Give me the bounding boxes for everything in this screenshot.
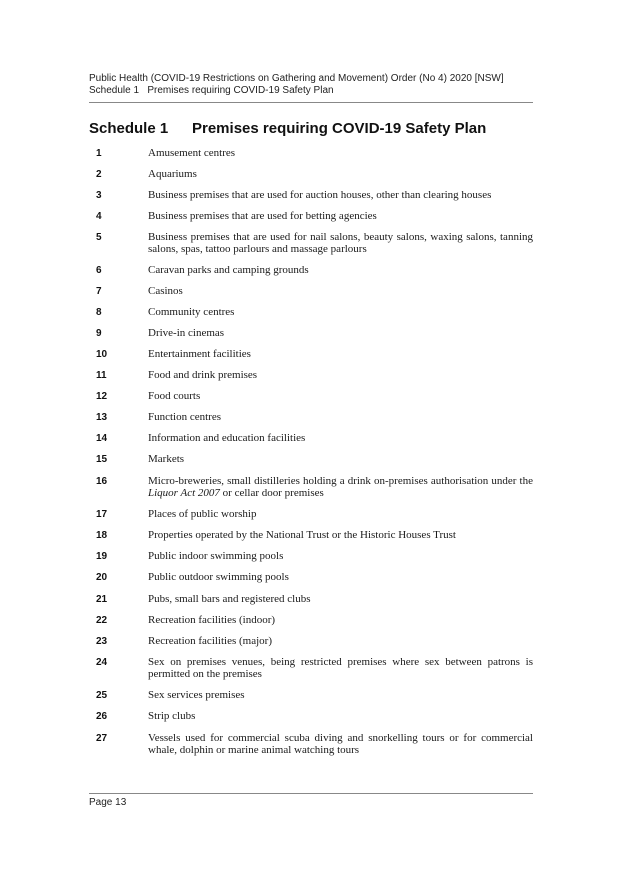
item-number: 21	[96, 594, 108, 605]
item-text-part: Micro-breweries, small distilleries holding a drink on-premises authorisation under the	[148, 475, 533, 487]
header-divider	[89, 102, 533, 103]
item-number: 13	[96, 412, 108, 423]
item-text: Vessels used for commercial scuba diving and snorkelling tours or for commercial whale, dolphin or marine animal watching tours	[148, 732, 533, 756]
item-number: 20	[96, 572, 108, 583]
page-number: Page 13	[89, 797, 127, 808]
item-text: Public indoor swimming pools	[148, 550, 284, 562]
item-number: 23	[96, 636, 108, 647]
item-number: 4	[96, 211, 102, 222]
item-text: Pubs, small bars and registered clubs	[148, 593, 311, 605]
item-number: 14	[96, 433, 108, 444]
item-number: 25	[96, 690, 108, 701]
item-text-part: or cellar door premises	[219, 487, 324, 499]
item-number: 2	[96, 169, 102, 180]
schedule-title: Premises requiring COVID-19 Safety Plan	[192, 120, 487, 137]
item-text: Markets	[148, 453, 185, 465]
item-number: 15	[96, 454, 108, 465]
item-number: 22	[96, 615, 108, 626]
item-text: Sex services premises	[148, 689, 245, 701]
item-text	[148, 475, 533, 499]
item-number: 7	[96, 286, 102, 297]
item-number: 8	[96, 307, 102, 318]
item-number: 3	[96, 190, 102, 201]
item-number: 6	[96, 265, 102, 276]
item-text: Drive-in cinemas	[148, 327, 225, 339]
header-schedule-title: Schedule 1 Premises requiring COVID-19 Safety Plan	[89, 85, 334, 96]
item-number: 5	[96, 232, 102, 243]
item-text: Business premises that are used for betting agencies	[148, 210, 377, 222]
item-text: Recreation facilities (indoor)	[148, 614, 276, 626]
header-act-title: Public Health (COVID-19 Restrictions on Gathering and Movement) Order (No 4) 2020 [NSW]	[89, 73, 504, 84]
item-number: 12	[96, 391, 108, 402]
item-text: Entertainment facilities	[148, 348, 251, 360]
schedule-heading	[89, 120, 539, 138]
item-text: Recreation facilities (major)	[148, 635, 272, 647]
item-text: Business premises that are used for nail salons, beauty salons, waxing salons, tanning salons, spas, tattoo parlours and massage parlours	[148, 231, 533, 255]
act-citation: Liquor Act 2007	[148, 487, 220, 499]
item-text: Places of public worship	[148, 508, 257, 520]
schedule-label: Schedule 1	[89, 120, 169, 137]
item-number: 27	[96, 733, 108, 744]
item-number: 11	[96, 370, 107, 381]
item-number: 19	[96, 551, 108, 562]
item-text: Amusement centres	[148, 147, 236, 159]
item-text: Properties operated by the National Trust or the Historic Houses Trust	[148, 529, 456, 541]
item-number: 18	[96, 530, 108, 541]
item-text: Business premises that are used for auction houses, other than clearing houses	[148, 189, 492, 201]
item-text: Aquariums	[148, 168, 197, 180]
item-text: Strip clubs	[148, 710, 196, 722]
item-text: Food courts	[148, 390, 201, 402]
item-number: 24	[96, 657, 108, 668]
item-number: 1	[96, 148, 102, 159]
item-number: 17	[96, 509, 108, 520]
item-text: Community centres	[148, 306, 235, 318]
item-text: Caravan parks and camping grounds	[148, 264, 309, 276]
item-number: 16	[96, 476, 108, 487]
item-text: Food and drink premises	[148, 369, 258, 381]
item-text: Public outdoor swimming pools	[148, 571, 289, 583]
item-text: Casinos	[148, 285, 183, 297]
item-text: Information and education facilities	[148, 432, 306, 444]
item-number: 9	[96, 328, 102, 339]
footer-divider	[89, 793, 533, 794]
item-text: Function centres	[148, 411, 222, 423]
item-number: 10	[96, 349, 108, 360]
running-header	[89, 73, 533, 97]
item-number: 26	[96, 711, 108, 722]
item-text: Sex on premises venues, being restricted premises where sex between patrons is permitted on the premises	[148, 656, 533, 680]
